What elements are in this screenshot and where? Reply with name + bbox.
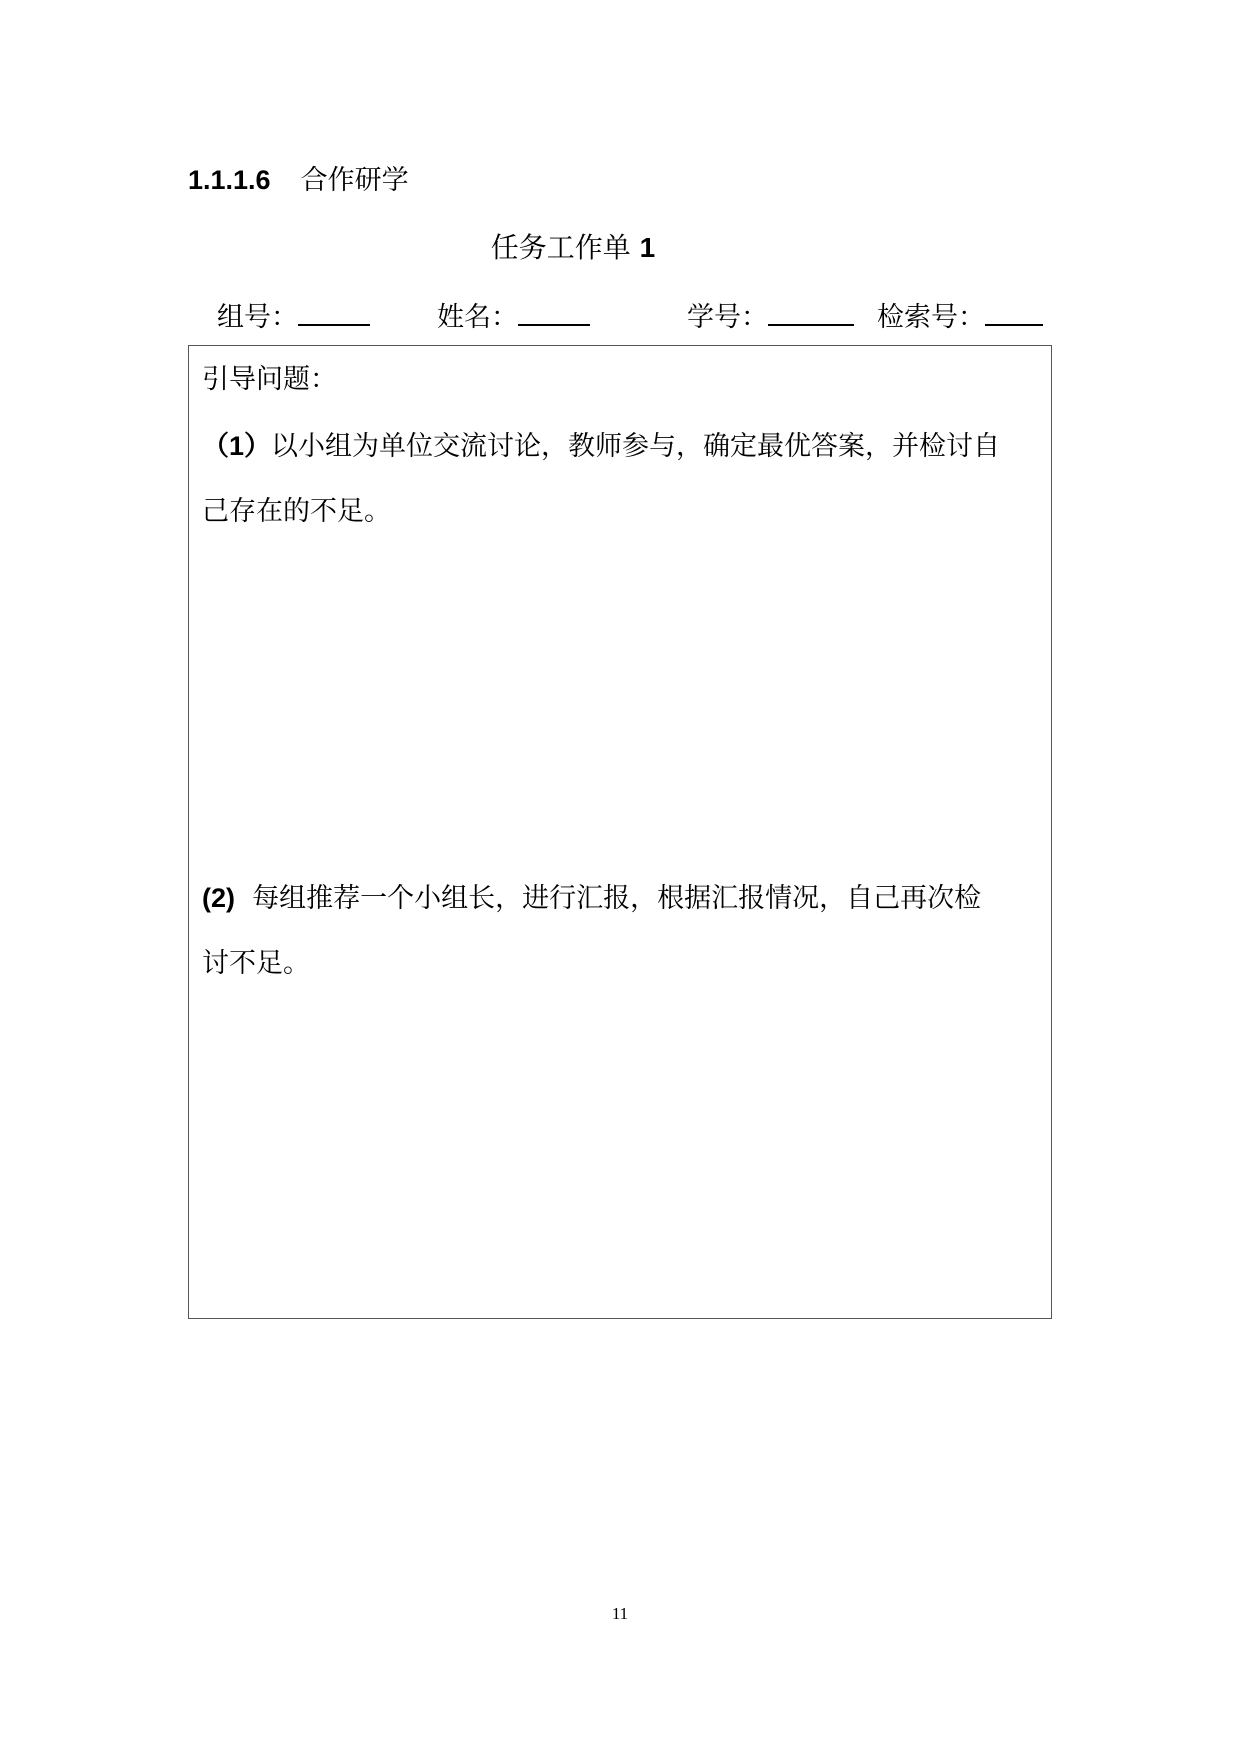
guiding-questions-heading: 引导问题： <box>202 364 337 395</box>
name-blank[interactable] <box>518 294 590 326</box>
question-2-line-1 <box>202 878 981 919</box>
index-number-field <box>877 294 1043 338</box>
question-1-answer-area[interactable] <box>189 546 1051 876</box>
question-2-answer-area[interactable] <box>189 1001 1051 1311</box>
worksheet-title-number: 1 <box>639 232 656 263</box>
student-id-label: 学号： <box>687 302 768 333</box>
section-title: 合作研学 <box>300 165 409 196</box>
question-1-line-1 <box>202 426 1000 467</box>
question-1-text: 以小组为单位交流讨论，教师参与，确定最优答案，并检讨自 <box>271 431 1001 462</box>
index-number-label: 检索号： <box>877 302 985 333</box>
worksheet-title-text: 任务工作单 <box>490 231 631 264</box>
question-1-line-2: 己存在的不足。 <box>202 496 391 527</box>
group-number-label: 组号： <box>217 302 298 333</box>
guiding-questions-box <box>188 345 1052 1319</box>
name-label: 姓名： <box>437 302 518 333</box>
worksheet-title <box>0 228 1146 268</box>
student-id-blank[interactable] <box>768 294 854 326</box>
group-number-blank[interactable] <box>298 294 370 326</box>
question-2-text: 每组推荐一个小组长，进行汇报，根据汇报情况，自己再次检 <box>252 883 982 914</box>
section-number: 1.1.1.6 <box>188 165 271 195</box>
student-id-field <box>687 294 854 338</box>
question-2-line-2: 讨不足。 <box>202 948 310 979</box>
section-heading <box>188 160 409 201</box>
page-number: 11 <box>611 1604 629 1623</box>
group-number-field <box>217 294 370 338</box>
question-2-number: (2) <box>202 883 235 913</box>
index-number-blank[interactable] <box>985 294 1043 326</box>
question-1-number: （1） <box>202 431 272 461</box>
name-field <box>437 294 590 338</box>
